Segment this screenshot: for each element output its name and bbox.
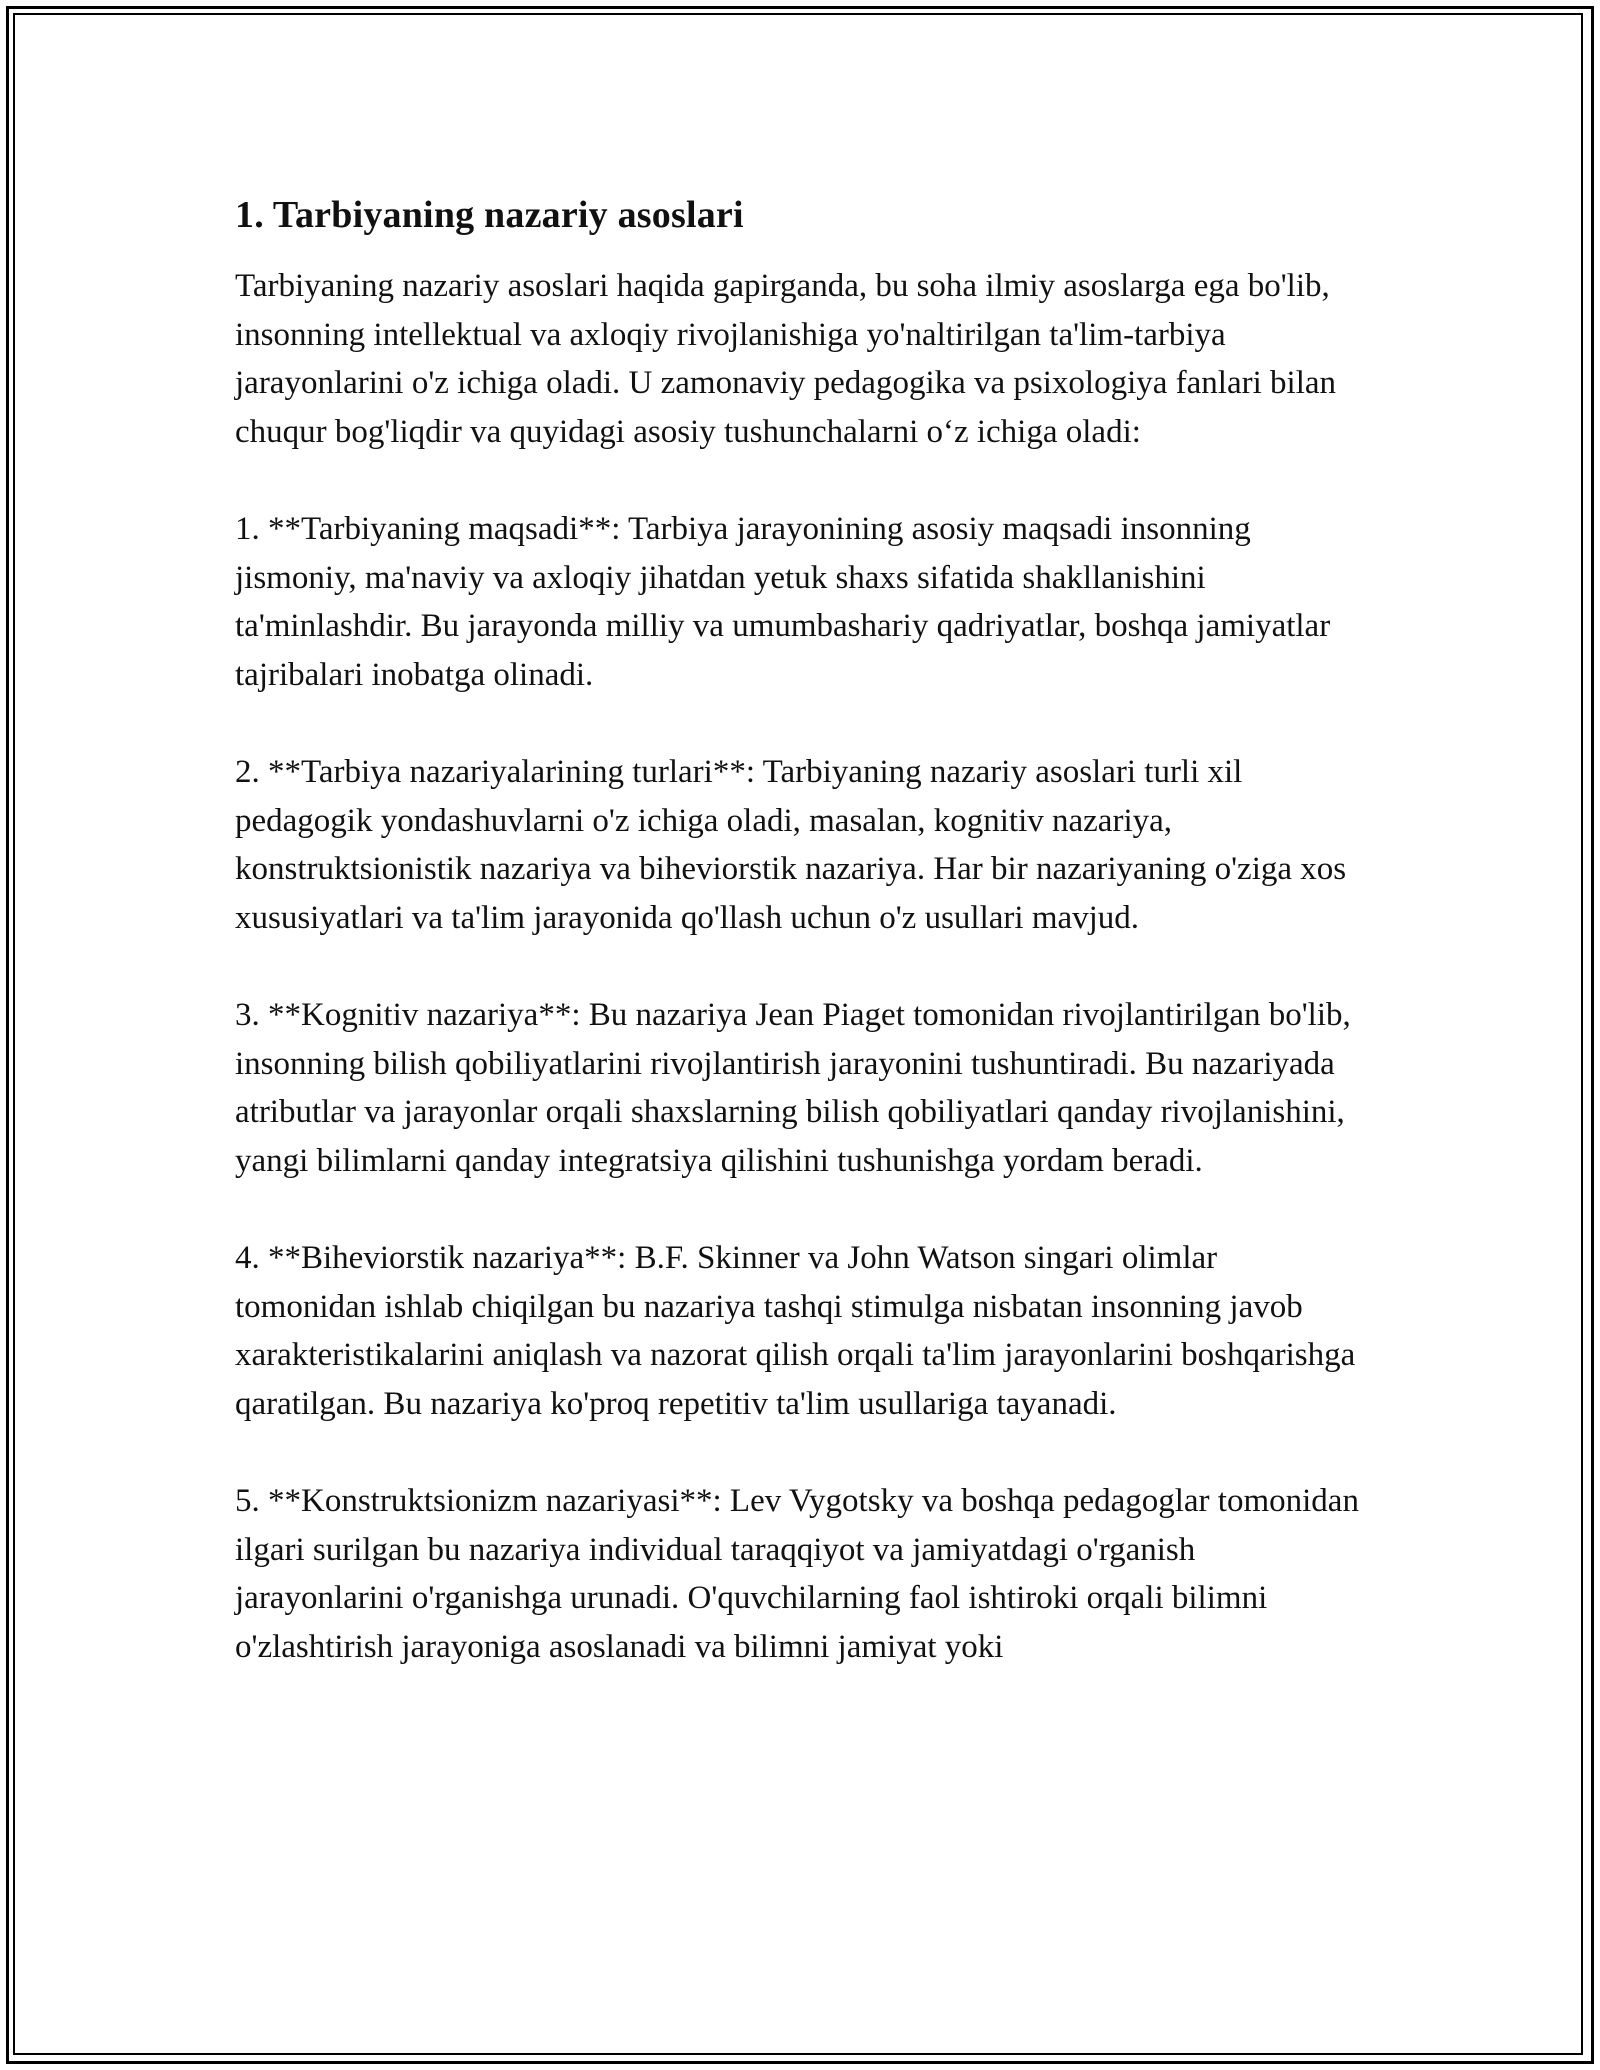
paragraph-tarbiyaning-maqsadi: 1. **Tarbiyaning maqsadi**: Tarbiya jarayonining asosiy maqsadi insonning jismoniy, ma'naviy va axloqiy jihatdan yetuk shaxs sifatida shakllanishini ta'minlashdir. Bu jarayonda milliy va umumbashariy qadriyatlar, boshqa jamiyatlar tajribalari inobatga olinadi. [235, 511, 1331, 693]
section-heading: 1. Tarbiyaning nazariy asoslari [235, 194, 744, 236]
paragraph-konstruktsionizm: 5. **Konstruktsionizm nazariyasi**: Lev Vygotsky va boshqa pedagoglar tomonidan ilgari surilgan bu nazariya individual taraqqiyot va jamiyatdagi o'rganish jarayonlarini o'rganishga urunadi. O'quvchilarning faol ishtiroki orqali bilimni o'zlashtirish jarayoniga asoslanadi va bilimni jamiyat yoki [235, 1483, 1359, 1665]
intro-paragraph: Tarbiyaning nazariy asoslari haqida gapirganda, bu soha ilmiy asoslarga ega bo'lib, insonning intellektual va axloqiy rivojlanishiga yo'naltirilgan ta'lim-tarbiya jarayonlarini o'z ichiga oladi. U zamonaviy pedagogika va psixologiya fanlari bilan chuqur bog'liqdir va quyidagi asosiy tushunchalarni o‘z ichiga oladi: [235, 268, 1337, 450]
paragraph-biheviorstik-nazariya: 4. **Biheviorstik nazariya**: B.F. Skinner va John Watson singari olimlar tomonidan ishlab chiqilgan bu nazariya tashqi stimulga nisbatan insonning javob xarakteristikalarini aniqlash va nazorat qilish orqali ta'lim jarayonlarini boshqarishga qaratilgan. Bu nazariya ko'proq repetitiv ta'lim usullariga tayanadi. [235, 1240, 1356, 1422]
paragraph-nazariyalar-turlari: 2. **Tarbiya nazariyalarining turlari**: Tarbiyaning nazariy asoslari turli xil pedagogik yondashuvlarni o'z ichiga oladi, masalan, kognitiv nazariya, konstruktsionistik nazariya va biheviorstik nazariya. Har bir nazariyaning o'ziga xos xususiyatlari va ta'lim jarayonida qo'llash uchun o'z usullari mavjud. [235, 754, 1347, 936]
paragraph-kognitiv-nazariya: 3. **Kognitiv nazariya**: Bu nazariya Jean Piaget tomonidan rivojlantirilgan bo'lib, insonning bilish qobiliyatlarini rivojlantirish jarayonini tushuntiradi. Bu nazariyada atributlar va jarayonlar orqali shaxslarning bilish qobiliyatlari qanday rivojlanishini, yangi bilimlarni qanday integratsiya qilishini tushunishga yordam beradi. [235, 997, 1351, 1179]
document-body [235, 190, 1365, 1671]
